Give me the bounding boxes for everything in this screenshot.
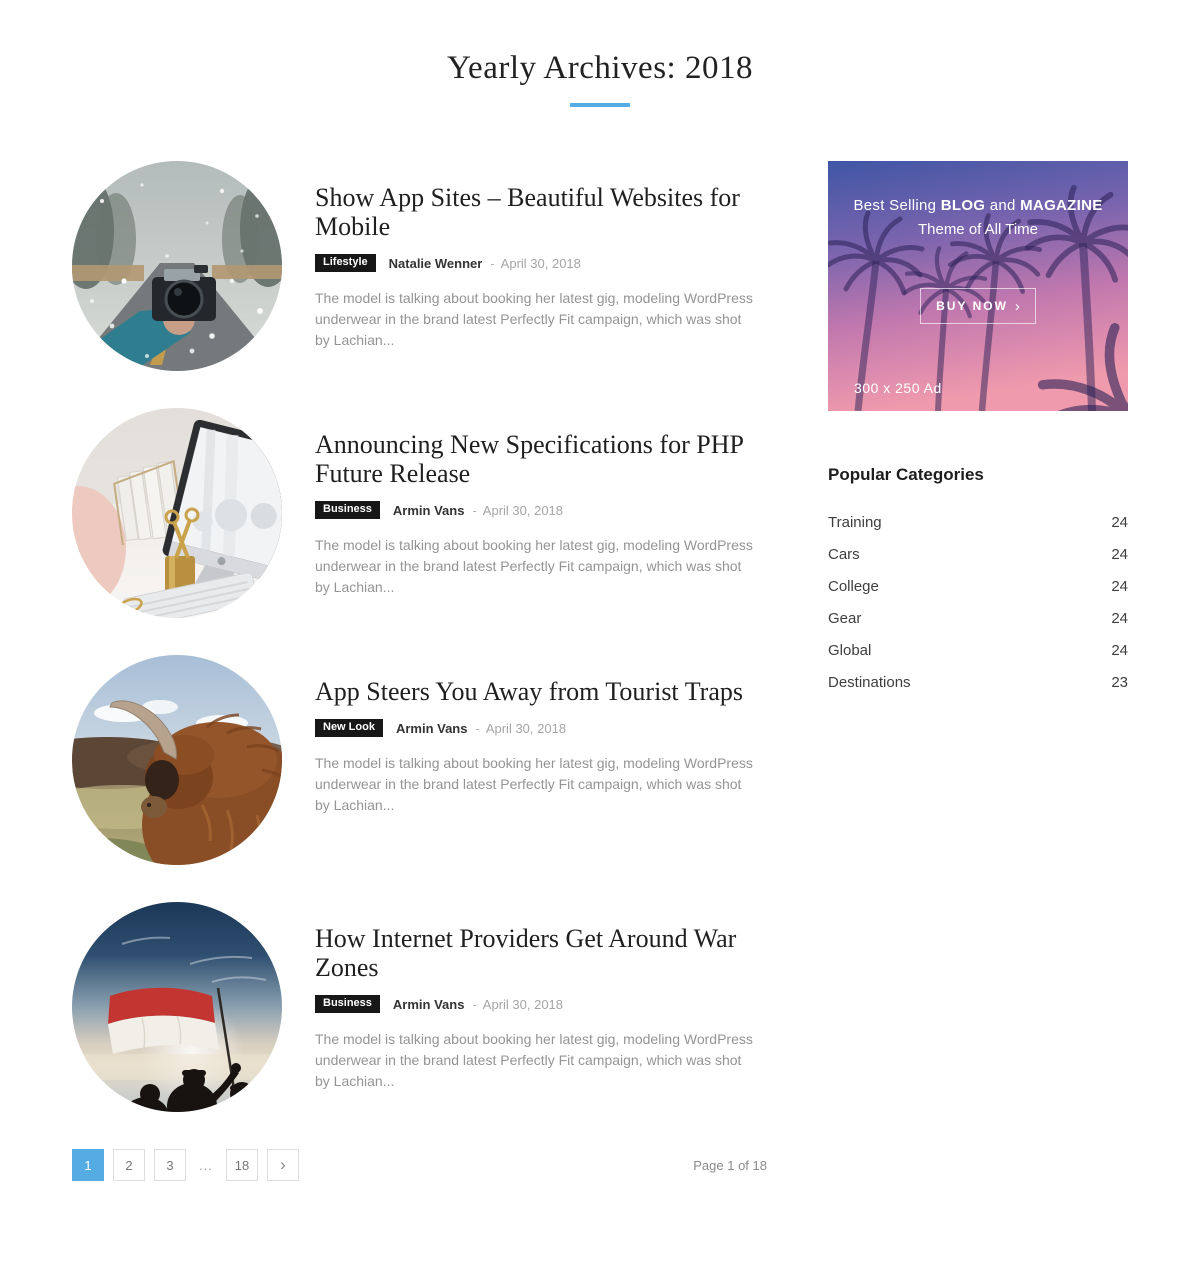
post-author[interactable]: Armin Vans: [392, 502, 465, 518]
buy-now-button[interactable]: [920, 288, 1036, 324]
page-status: Page 1 of 18: [693, 1157, 767, 1173]
category-item-training[interactable]: [828, 507, 1128, 539]
ad-size-label: 300 x 250 Ad: [854, 380, 942, 396]
sidebar: [828, 161, 1128, 1181]
buy-now-label: BUY NOW: [936, 299, 1008, 313]
post-author[interactable]: Armin Vans: [392, 996, 465, 1012]
meta-separator: -: [475, 720, 480, 736]
category-label[interactable]: Gear: [828, 610, 862, 627]
post-excerpt: The model is talking about booking her latest gig, modeling WordPress underwear in the brand latest Perfectly Fit campaign, which was shot by Lachian...: [315, 290, 753, 348]
category-badge[interactable]: New Look: [315, 719, 383, 737]
page-header: [72, 0, 1128, 107]
post-thumbnail[interactable]: [72, 655, 282, 865]
ad-copy: [828, 161, 1128, 324]
ad-headline-text: Best Selling: [853, 197, 937, 214]
archive-page: [72, 0, 1128, 1181]
post-title[interactable]: Announcing New Specifications for PHP Future Release: [315, 430, 743, 488]
post-excerpt: The model is talking about booking her latest gig, modeling WordPress underwear in the brand latest Perfectly Fit campaign, which was shot by Lachian...: [315, 537, 753, 595]
category-label[interactable]: Training: [828, 514, 882, 531]
post-list: [72, 161, 767, 1181]
pagination: [72, 1149, 767, 1181]
category-label[interactable]: College: [828, 578, 879, 595]
next-page-button[interactable]: [267, 1149, 299, 1181]
ad-subheadline: Theme of All Time: [917, 221, 1039, 238]
category-count: 24: [1111, 546, 1128, 563]
category-list: [818, 507, 1128, 699]
page-button-2[interactable]: 2: [113, 1149, 145, 1181]
page-button-1[interactable]: 1: [72, 1149, 104, 1181]
ad-headline-bold: BLOG: [940, 197, 986, 214]
title-underline: [570, 103, 630, 107]
category-label[interactable]: Destinations: [828, 674, 911, 691]
category-label[interactable]: Cars: [828, 546, 860, 563]
post-title[interactable]: How Internet Providers Get Around War Zones: [315, 924, 737, 982]
post-date: April 30, 2018: [500, 255, 581, 271]
post-meta: [315, 254, 755, 272]
ad-banner[interactable]: [828, 161, 1128, 411]
post-item: [72, 655, 753, 865]
post-meta: [315, 501, 755, 519]
page-button-18[interactable]: 18: [226, 1149, 258, 1181]
category-badge[interactable]: Business: [315, 501, 380, 519]
post-meta: [315, 995, 755, 1013]
meta-separator: -: [472, 502, 477, 518]
category-item-gear[interactable]: [828, 603, 1128, 635]
post-excerpt: The model is talking about booking her latest gig, modeling WordPress underwear in the brand latest Perfectly Fit campaign, which was shot by Lachian...: [315, 1031, 753, 1089]
post-excerpt: The model is talking about booking her latest gig, modeling WordPress underwear in the brand latest Perfectly Fit campaign, which was shot by Lachian...: [315, 755, 753, 813]
chevron-right-icon: ›: [280, 1155, 286, 1174]
chevron-right-icon: ›: [1014, 297, 1020, 315]
category-item-global[interactable]: [828, 635, 1128, 667]
page-button-3[interactable]: 3: [154, 1149, 186, 1181]
page-title: Yearly Archives: 2018: [447, 50, 753, 86]
post-date: April 30, 2018: [485, 720, 567, 736]
category-badge[interactable]: Business: [315, 995, 380, 1013]
ad-headline: [828, 197, 1128, 214]
highland-cow-photo: [72, 655, 282, 865]
post-thumbnail[interactable]: [72, 902, 282, 1112]
post-author[interactable]: Armin Vans: [395, 720, 468, 736]
post-meta: [315, 719, 755, 737]
widget-title: Popular Categories: [828, 465, 984, 484]
category-count: 24: [1111, 610, 1128, 627]
post-item: [72, 161, 753, 371]
category-item-college[interactable]: [828, 571, 1128, 603]
post-title[interactable]: Show App Sites – Beautiful Websites for Mobile: [315, 183, 740, 241]
post-thumbnail[interactable]: [72, 161, 282, 371]
post-date: April 30, 2018: [482, 996, 564, 1012]
meta-separator: -: [472, 996, 477, 1012]
category-badge[interactable]: Lifestyle: [315, 254, 376, 272]
post-item: [72, 902, 753, 1112]
post-author[interactable]: Natalie Wenner: [388, 255, 483, 271]
category-item-cars[interactable]: [828, 539, 1128, 571]
flag-mountain-photo: [72, 902, 282, 1112]
category-count: 24: [1111, 642, 1128, 659]
post-thumbnail[interactable]: [72, 408, 282, 618]
post-title[interactable]: App Steers You Away from Tourist Traps: [315, 677, 743, 706]
post-date: April 30, 2018: [482, 502, 564, 518]
ad-headline-text: and: [989, 197, 1016, 214]
camera-road-photo: [72, 161, 282, 371]
imac-desk-photo: [72, 408, 282, 618]
category-item-destinations[interactable]: [828, 667, 1128, 699]
category-count: 24: [1111, 578, 1128, 595]
pagination-ellipsis: ...: [199, 1157, 213, 1173]
category-label[interactable]: Global: [828, 642, 872, 659]
category-count: 24: [1111, 514, 1128, 531]
ad-headline-bold: MAGAZINE: [1020, 197, 1103, 214]
meta-separator: -: [490, 255, 495, 271]
popular-categories-widget: [818, 465, 1128, 699]
category-count: 23: [1111, 674, 1128, 691]
post-item: [72, 408, 753, 618]
